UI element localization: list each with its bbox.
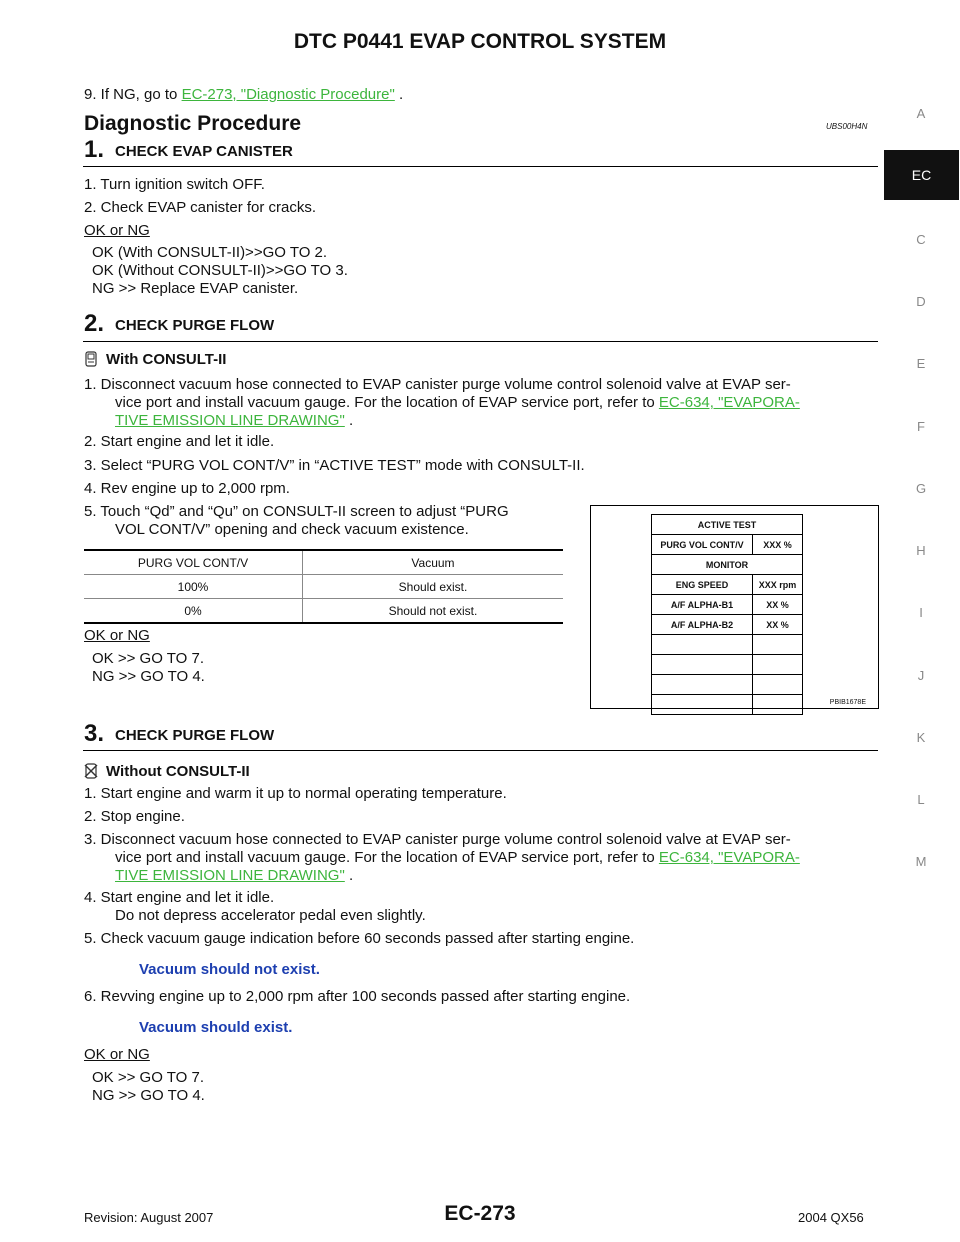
- sidebar-tab-j[interactable]: J: [917, 668, 925, 683]
- sidebar-tab-g[interactable]: G: [915, 481, 927, 496]
- step3-item3-cont: vice port and install vacuum gauge. For the location of EVAP service port, refer to EC-634, "EVAPORA-: [115, 849, 800, 866]
- step3-item4: 4. Start engine and let it idle.: [84, 889, 275, 906]
- step3-heading: CHECK PURGE FLOW: [115, 727, 275, 744]
- screen-row-empty: [651, 695, 803, 715]
- sidebar-tab-m[interactable]: M: [915, 854, 927, 869]
- step2-item4: 4. Rev engine up to 2,000 rpm.: [84, 480, 290, 497]
- step2-item3: 3. Select “PURG VOL CONT/V” in “ACTIVE TEST” mode with CONSULT-II.: [84, 457, 585, 474]
- screen-row-empty: [651, 675, 803, 695]
- sidebar-tab-i[interactable]: I: [919, 605, 923, 620]
- footer-revision: Revision: August 2007: [84, 1210, 214, 1225]
- sidebar-tab-h[interactable]: H: [916, 543, 926, 558]
- table-header-cell: PURG VOL CONT/V: [84, 551, 303, 575]
- consult-screen-figure: [590, 505, 879, 709]
- step2-item5: 5. Touch “Qd” and “Qu” on CONSULT-II screen to adjust “PURG: [84, 503, 509, 520]
- sidebar-tab-f[interactable]: F: [917, 419, 925, 434]
- step2-item1-cont: vice port and install vacuum gauge. For the location of EVAP service port, refer to EC-634, "EVAPORA-: [115, 394, 800, 411]
- screen-row-empty: [651, 655, 803, 675]
- sidebar-tab-a[interactable]: A: [916, 106, 926, 121]
- step1-heading: CHECK EVAP CANISTER: [115, 143, 293, 160]
- step3-mode: Without CONSULT-II: [106, 763, 250, 780]
- step2-item1: 1. Disconnect vacuum hose connected to EVAP canister purge volume control solenoid valve at EVAP ser-: [84, 376, 791, 393]
- intro-line: 9. If NG, go to EC-273, "Diagnostic Procedure" .: [84, 86, 404, 103]
- step1-result-3: NG >> Replace EVAP canister.: [92, 280, 299, 297]
- step2-item1-cont2: TIVE EMISSION LINE DRAWING" .: [115, 412, 354, 429]
- spec-vacuum-not-exist: Vacuum should not exist.: [139, 961, 320, 978]
- footer-page-number: EC-273: [444, 1202, 516, 1225]
- section-title: Diagnostic Procedure: [84, 112, 302, 135]
- step2-mode: With CONSULT-II: [106, 351, 227, 368]
- step3-item1: 1. Start engine and warm it up to normal operating temperature.: [84, 785, 507, 802]
- step3-number: 3.: [84, 720, 105, 747]
- step1-result-2[interactable]: OK (Without CONSULT-II)>>GO TO 3.: [92, 262, 348, 279]
- step2-result-2[interactable]: NG >> GO TO 4.: [92, 668, 205, 685]
- step2-item5-cont: VOL CONT/V” opening and check vacuum existence.: [115, 521, 469, 538]
- footer-model: 2004 QX56: [798, 1210, 864, 1225]
- spec-vacuum-exist: Vacuum should exist.: [139, 1019, 293, 1036]
- sidebar-tab-l[interactable]: L: [917, 792, 925, 807]
- sidebar-tab-d[interactable]: D: [916, 294, 926, 309]
- sidebar-tab-c[interactable]: C: [916, 232, 926, 247]
- screen-row-empty: [651, 635, 803, 655]
- step3-item5: 5. Check vacuum gauge indication before 60 seconds passed after starting engine.: [84, 930, 635, 947]
- screen-row: A/F ALPHA-B2 XX %: [651, 615, 803, 635]
- no-consult-icon: [84, 763, 98, 779]
- step1-item2: 2. Check EVAP canister for cracks.: [84, 199, 317, 216]
- table-header-cell: Vacuum: [411, 555, 455, 570]
- step3-item3: 3. Disconnect vacuum hose connected to EVAP canister purge volume control solenoid valve at EVAP ser-: [84, 831, 791, 848]
- step2-ok-label: OK or NG: [84, 627, 150, 644]
- step1-number: 1.: [84, 136, 105, 163]
- step3-item6: 6. Revving engine up to 2,000 rpm after 100 seconds passed after starting engine.: [84, 988, 631, 1005]
- step1-rule: [83, 166, 878, 167]
- step2-item2: 2. Start engine and let it idle.: [84, 433, 275, 450]
- step3-item3-cont2: TIVE EMISSION LINE DRAWING" .: [115, 867, 354, 884]
- section-code: UBS00H4N: [826, 122, 868, 131]
- screen-row: A/F ALPHA-B1 XX %: [651, 595, 803, 615]
- screen-row: MONITOR: [651, 555, 803, 575]
- consult-icon: [84, 351, 98, 367]
- figure-code: PBIB1678E: [829, 699, 866, 706]
- sidebar-tab-ec[interactable]: EC: [884, 150, 959, 200]
- table-row: [84, 599, 563, 623]
- table-cell: 0%: [84, 599, 303, 623]
- table-cell: Should not exist.: [388, 603, 478, 618]
- page-title: DTC P0441 EVAP CONTROL SYSTEM: [293, 30, 667, 53]
- evaporative-drawing-link-2-cont[interactable]: TIVE EMISSION LINE DRAWING": [115, 867, 345, 884]
- evaporative-drawing-link-2[interactable]: EC-634, "EVAPORA-: [658, 849, 800, 866]
- screen-row: ACTIVE TEST: [651, 514, 803, 535]
- step2-rule: [83, 341, 878, 342]
- step1-item1: 1. Turn ignition switch OFF.: [84, 176, 265, 193]
- evaporative-drawing-link[interactable]: EC-634, "EVAPORA-: [658, 394, 800, 411]
- sidebar-tab-k[interactable]: K: [916, 730, 926, 745]
- evaporative-drawing-link-cont[interactable]: TIVE EMISSION LINE DRAWING": [115, 412, 345, 429]
- step3-item4-cont: Do not depress accelerator pedal even slightly.: [115, 907, 426, 924]
- step2-result-1[interactable]: OK >> GO TO 7.: [92, 650, 204, 667]
- table-row: [84, 575, 563, 599]
- step2-heading: CHECK PURGE FLOW: [115, 317, 275, 334]
- step3-rule: [83, 750, 878, 751]
- step2-number: 2.: [84, 310, 105, 337]
- step1-result-1[interactable]: OK (With CONSULT-II)>>GO TO 2.: [92, 244, 328, 261]
- screen-row: ENG SPEED XXX rpm: [651, 575, 803, 595]
- step3-result-1[interactable]: OK >> GO TO 7.: [92, 1069, 204, 1086]
- sidebar-tab-e[interactable]: E: [916, 356, 926, 371]
- step3-result-2[interactable]: NG >> GO TO 4.: [92, 1087, 205, 1104]
- table-cell: 100%: [84, 575, 303, 599]
- step3-item2: 2. Stop engine.: [84, 808, 185, 825]
- screen-row: PURG VOL CONT/V XXX %: [651, 535, 803, 555]
- vacuum-table: [84, 549, 563, 624]
- step3-ok-label: OK or NG: [84, 1046, 150, 1063]
- step1-ok-label: OK or NG: [84, 222, 150, 239]
- diagnostic-procedure-link[interactable]: EC-273, "Diagnostic Procedure": [181, 86, 395, 103]
- table-cell: Should exist.: [398, 579, 468, 594]
